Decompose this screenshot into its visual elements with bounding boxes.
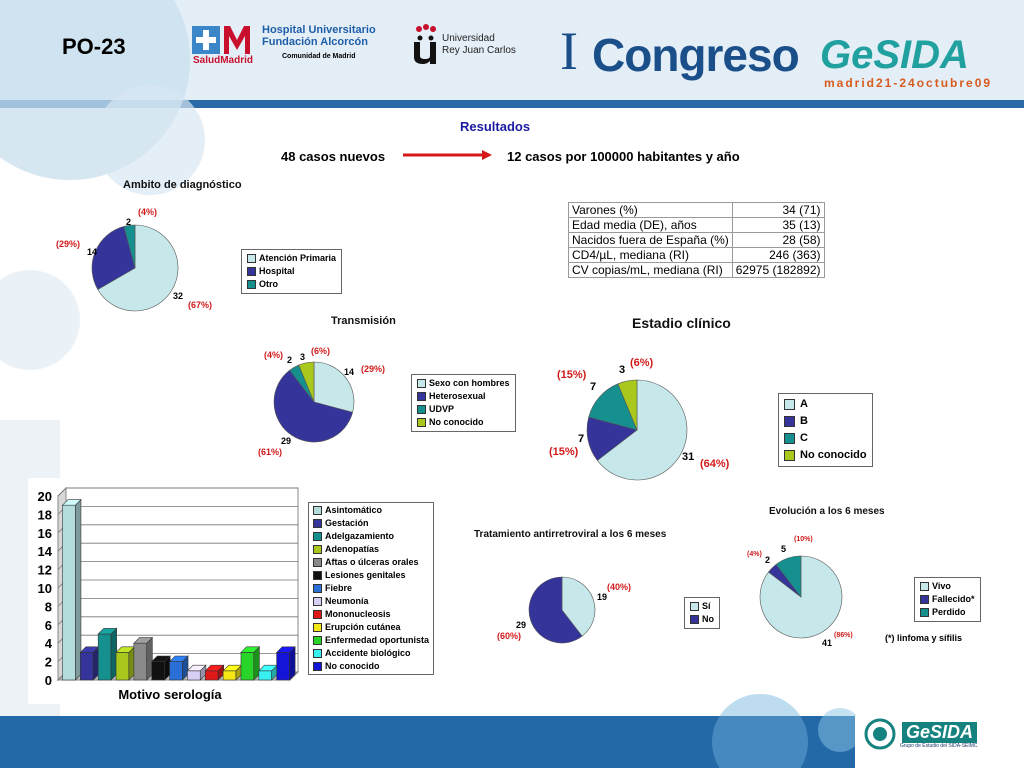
stats-table [568,202,825,278]
swatch-perdido [920,608,929,617]
legend-item [313,595,429,608]
bar-enfermedad-oportunista [241,647,259,680]
y-tick-label: 12 [37,562,52,578]
legend-label: Hospital [259,266,295,276]
pie-evolucion-value-0: 41 [822,638,833,648]
legend-label: Fallecido* [932,594,975,604]
legend-item [417,377,510,390]
results-cases: 48 casos nuevos [281,149,386,164]
x-axis-label: Motivo serología [118,687,222,702]
pie-transmision-value-0: 14 [344,367,355,377]
legend-item [313,582,429,595]
legend-item [247,265,336,278]
pie-tratamiento-pct-1: (60%) [497,631,522,641]
swatch-fiebre [313,584,322,593]
swatch-adelgazamiento [313,532,322,541]
legend-item [417,390,510,403]
pie-evolucion [758,554,844,640]
legend-label: A [800,398,808,410]
bar-asintomatico [62,500,80,680]
stat-value: 246 (363) [732,248,824,263]
chart-ambito-title: Ambito de diagnóstico [123,179,242,191]
chart-estadio-title: Estadio clínico [632,315,731,331]
stat-value: 62975 (182892) [732,263,824,278]
pie-evolucion-value-2: 5 [781,544,787,554]
pie-evolucion-value-1: 2 [765,555,771,565]
legend-label: Perdido [932,607,966,617]
swatch-no-conocido [417,418,426,427]
legend-label: Otro [259,279,278,289]
pie-tratamiento-value-0: 19 [597,592,608,602]
legend-item [417,403,510,416]
legend-item [313,569,429,582]
stat-label: Nacidos fuera de España (%) [569,233,733,248]
legend-label: Erupción cutánea [325,622,401,632]
legend-item [920,580,975,593]
legend-item [313,530,429,543]
legend-item [784,413,867,430]
legend-label: Sexo con hombres [429,378,510,388]
pie-estadio-value-2: 7 [590,381,597,393]
y-tick-label: 20 [37,489,52,504]
university-logo [412,24,438,64]
pie-transmision-pct-1: (61%) [258,447,283,457]
pie-tratamiento [527,575,597,645]
swatch-heterosexual [417,392,426,401]
congress-date: madrid21-24octubre09 [824,76,993,90]
legend-label: Adelgazamiento [325,531,395,541]
swatch-atencion-primaria [247,254,256,263]
legend-item [313,517,429,530]
chart-evolucion-title: Evolución a los 6 meses [769,506,885,517]
hospital-line1: Hospital Universitario [262,24,376,36]
bar-lesiones-genitales [152,656,170,680]
y-tick-label: 16 [37,525,52,541]
y-tick-label: 10 [37,581,52,596]
stat-value: 28 (58) [732,233,824,248]
legend-motivo [308,502,434,675]
y-tick-label: 8 [44,599,52,615]
legend-label: Heterosexual [429,391,486,401]
legend-label: Asintomático [325,505,383,515]
swatch-neumonia [313,597,322,606]
pie-ambito-pct-0: (67%) [188,300,213,310]
pie-estadio-value-1: 7 [578,433,585,445]
swatch-hospital [247,267,256,276]
hospital-line2: Fundación Alcorcón [262,36,368,48]
pie-ambito-pct-2: (4%) [138,207,158,217]
legend-item [313,621,429,634]
congress-roman: I [560,21,578,81]
pie-estadio-pct-2: (15%) [557,369,587,381]
pie-transmision-pct-2: (4%) [264,350,284,360]
table-row [569,248,825,263]
stat-value: 34 (71) [732,203,824,218]
legend-item [313,608,429,621]
pie-estadio-pct-0: (64%) [700,458,730,470]
legend-item [247,278,336,291]
poster-id: PO-23 [62,34,126,59]
legend-label: Enfermedad oportunista [325,635,430,645]
legend-label: UDVP [429,404,455,414]
results-title: Resultados [460,119,531,134]
legend-label: Sí [702,601,711,611]
legend-item [313,556,429,569]
pie-ambito-value-0: 32 [173,291,184,301]
legend-label: C [800,432,808,444]
stat-label: Edad media (DE), años [569,218,733,233]
congress-word: Congreso [592,29,799,81]
hospital-name [262,24,376,48]
table-row [569,203,825,218]
swatch-sexo-con-hombres [417,379,426,388]
pie-transmision-pct-3: (6%) [311,346,331,356]
legend-label: Mononucleosis [325,609,391,619]
university-line1: Universidad [442,33,495,44]
legend-label: Accidente biológico [325,648,411,658]
swatch-erupcion-cutanea [313,623,322,632]
swatch-fallecido [920,595,929,604]
pie-evolucion-pct-2: (10%) [794,536,813,543]
pie-estadio-value-3: 3 [619,364,626,376]
bar-gestacion [80,647,98,680]
table-row [569,263,825,278]
legend-label: Adenopatías [325,544,380,554]
swatch-aftas-o-ulceras-orales [313,558,322,567]
swatch-lesiones-genitales [313,571,322,580]
legend-item [313,634,429,647]
stat-label: CV copias/mL, mediana (RI) [569,263,733,278]
legend-item [313,647,429,660]
legend-label: Fiebre [325,583,353,593]
hospital-logo [192,22,256,56]
swatch-enfermedad-oportunista [313,636,322,645]
legend-label: Vivo [932,581,951,591]
pie-estadio-pct-3: (6%) [630,357,654,369]
footer-logo: GeSIDA [902,722,977,743]
legend-item [690,600,714,613]
chart-tratamiento-title: Tratamiento antirretroviral a los 6 meses [474,529,667,540]
legend-transmision [411,374,516,432]
pie-evolucion-pct-0: (86%) [834,632,853,639]
legend-item [690,613,714,626]
swatch-no [690,615,699,624]
bar-adenopatias [116,647,134,680]
table-row [569,233,825,248]
legend-estadio [778,393,873,467]
pie-evolucion-pct-1: (4%) [747,551,762,558]
pie-ambito-pct-1: (29%) [56,239,81,249]
legend-item [784,447,867,464]
y-tick-label: 6 [44,617,52,633]
stat-label: CD4/µL, mediana (RI) [569,248,733,263]
legend-label: Aftas o úlceras orales [325,557,419,567]
legend-label: B [800,415,808,427]
pie-estadio-value-0: 31 [682,451,695,463]
legend-label: Gestación [325,518,369,528]
legend-label: No [702,614,714,624]
pie-transmision-value-1: 29 [281,436,292,446]
legend-item [920,606,975,619]
swatch-si [690,602,699,611]
bar-fiebre [170,656,188,680]
swatch-no-conocido [313,662,322,671]
footnote: (*) linfoma y sífilis [885,633,963,643]
y-tick-label: 2 [44,654,52,670]
swatch-accidente-biologico [313,649,322,658]
bar-adelgazamiento [98,628,116,680]
pie-transmision-value-3: 3 [300,352,306,362]
y-tick-label: 14 [37,544,52,560]
swatch-a [784,399,795,410]
pie-tratamiento-value-1: 29 [516,620,527,630]
swatch-vivo [920,582,929,591]
pie-estadio [585,378,689,482]
swatch-b [784,416,795,427]
legend-item [784,396,867,413]
legend-label: No conocido [800,449,867,461]
y-tick-label: 4 [44,636,52,652]
swatch-gestacion [313,519,322,528]
legend-item [247,252,336,265]
pie-ambito-value-1: 14 [87,247,98,257]
results-rate: 12 casos por 100000 habitantes y año [507,149,740,164]
congress-brand: GeSIDA [820,33,969,77]
y-tick-label: 0 [44,673,52,688]
chart-transmision-title: Transmisión [331,315,396,327]
legend-label: No conocido [325,661,380,671]
legend-item [313,660,429,673]
pie-tratamiento-pct-0: (40%) [607,582,632,592]
legend-ambito [241,249,342,294]
swatch-adenopatias [313,545,322,554]
salud-madrid-label: SaludMadrid [193,55,254,66]
legend-label: Atención Primaria [259,253,337,263]
legend-tratamiento [684,597,720,629]
university-line2: Rey Juan Carlos [442,45,516,56]
legend-label: No conocido [429,417,484,427]
swatch-otro [247,280,256,289]
swatch-udvp [417,405,426,414]
legend-item [920,593,975,606]
legend-label: Lesiones genitales [325,570,406,580]
table-row [569,218,825,233]
legend-evolucion [914,577,981,622]
pie-transmision-value-2: 2 [287,355,293,365]
bar-aftas-o-ulceras-orales [134,638,152,680]
pie-estadio-pct-1: (15%) [549,446,579,458]
swatch-asintomatico [313,506,322,515]
y-tick-label: 18 [37,507,52,523]
swatch-no-conocido [784,450,795,461]
swatch-c [784,433,795,444]
stat-label: Varones (%) [569,203,733,218]
legend-item [313,543,429,556]
bar-no-conocido [277,647,295,680]
university-name [442,33,516,57]
legend-item [417,416,510,429]
pie-transmision-pct-0: (29%) [361,364,386,374]
stat-value: 35 (13) [732,218,824,233]
legend-item [313,504,429,517]
legend-item [784,430,867,447]
pie-ambito [90,223,180,313]
pie-ambito-value-2: 2 [126,217,132,227]
footer-subtitle: Grupo de Estudio del SIDA-SEIMC [900,743,978,749]
swatch-mononucleosis [313,610,322,619]
legend-label: Neumonía [325,596,369,606]
comunidad-label: Comunidad de Madrid [282,53,356,60]
